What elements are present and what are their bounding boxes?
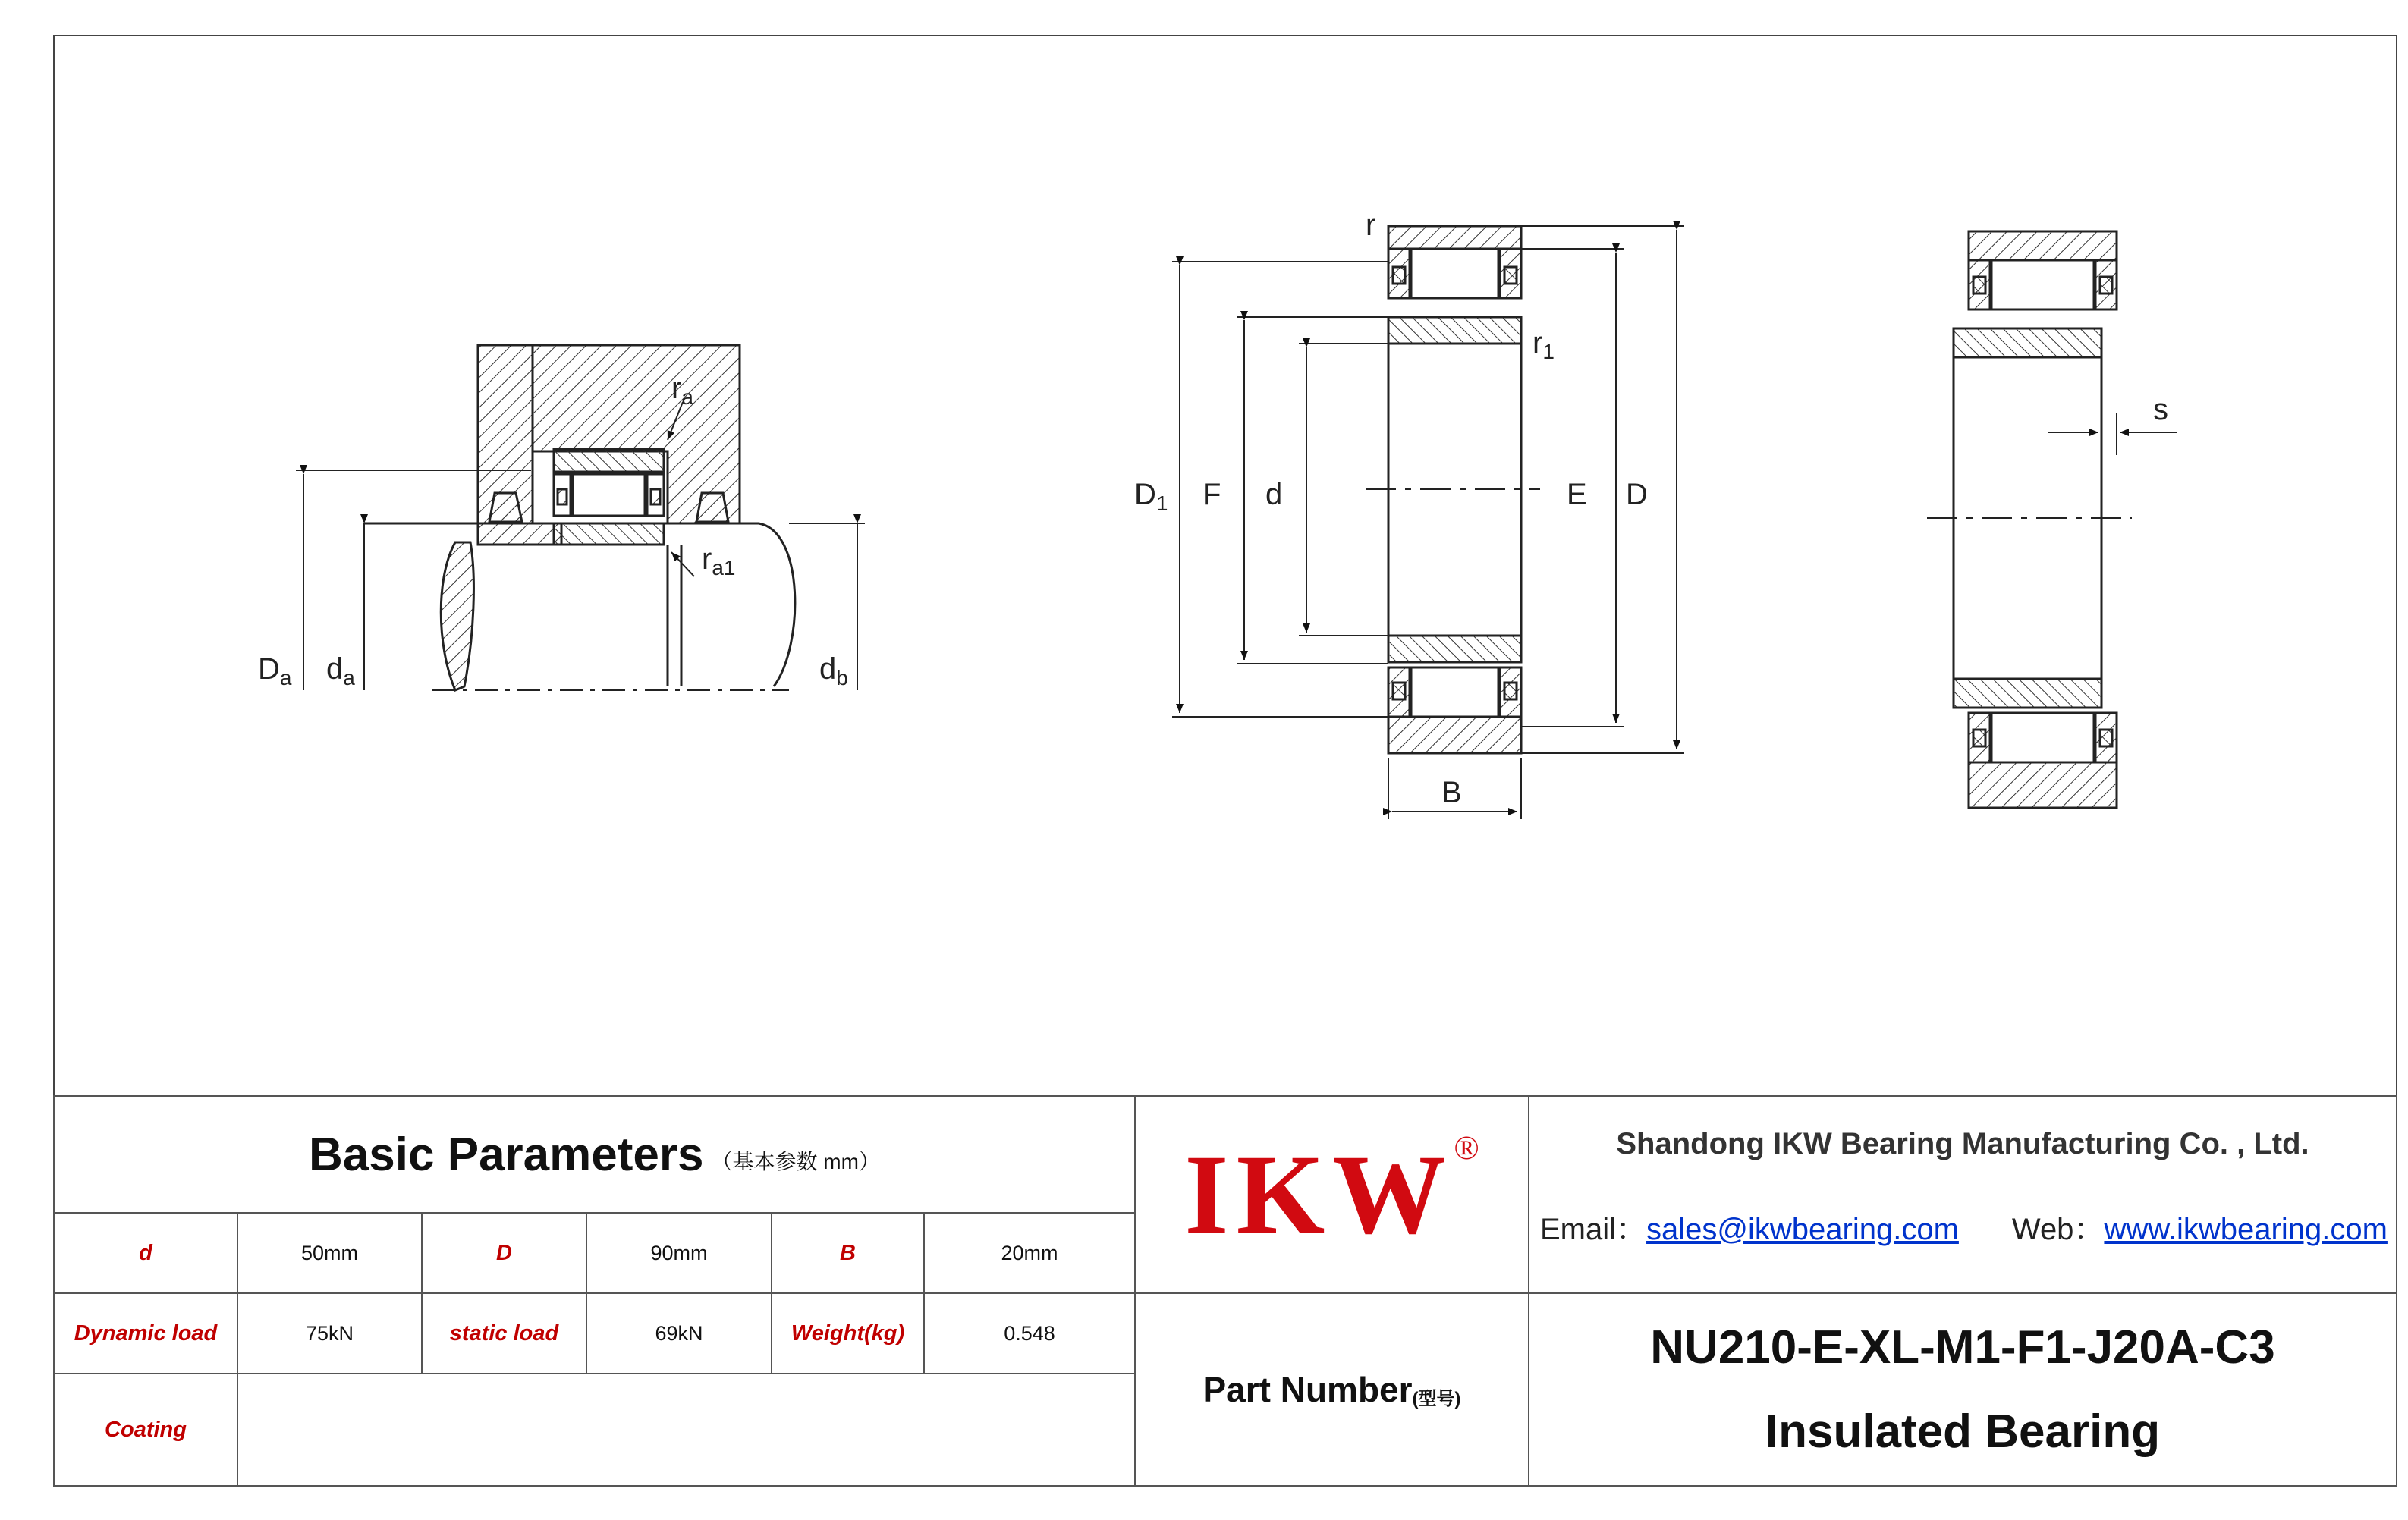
company-cell xyxy=(1528,1095,2397,1294)
email-link[interactable]: sales@ikwbearing.com xyxy=(1646,1213,1959,1246)
param-D-value: 90mm xyxy=(650,1241,708,1264)
param-coating-value-cell xyxy=(237,1373,1136,1487)
label-Da: $D_a$ xyxy=(258,652,292,689)
registered-mark: ® xyxy=(1454,1129,1479,1167)
param-dynamic-value-cell xyxy=(237,1292,423,1374)
ikw-logo: IKW xyxy=(1184,1132,1454,1258)
mounting-drawing xyxy=(296,345,865,690)
param-D-label: D xyxy=(496,1240,512,1265)
web-label: Web： xyxy=(2011,1213,2105,1246)
label-r: r xyxy=(1366,209,1376,242)
param-static-label-cell xyxy=(421,1292,587,1374)
param-d-value-cell xyxy=(237,1212,423,1294)
param-d-label: d xyxy=(139,1240,152,1265)
side-section-labels xyxy=(2153,393,2168,426)
label-r1: $r_1$ xyxy=(1533,326,1555,363)
label-D1: $D_1$ xyxy=(1134,478,1168,515)
email-label: Email： xyxy=(1540,1213,1647,1246)
label-ra: $r_a$ xyxy=(671,372,693,409)
label-ra1: $r_{a1}$ xyxy=(702,542,736,579)
label-d: d xyxy=(1265,478,1283,511)
label-s: s xyxy=(2153,393,2168,426)
param-d-value: 50mm xyxy=(300,1241,358,1264)
param-weight-label: Weight(kg) xyxy=(791,1321,905,1346)
website-link[interactable]: www.ikwbearing.com xyxy=(2104,1213,2388,1246)
param-weight-value-cell xyxy=(923,1292,1136,1374)
param-B-label: B xyxy=(840,1240,856,1265)
label-db: $d_b$ xyxy=(819,652,848,689)
part-number-label-cn: (型号) xyxy=(1412,1388,1461,1409)
param-coating-label: Coating xyxy=(105,1417,187,1442)
logo-cell xyxy=(1134,1095,1529,1294)
part-number: NU210-E-XL-M1-F1-J20A-C3 xyxy=(1650,1321,2275,1374)
label-B: B xyxy=(1441,776,1462,809)
param-B-value: 20mm xyxy=(1001,1241,1058,1264)
param-weight-label-cell xyxy=(771,1292,925,1374)
company-name: Shandong IKW Bearing Manufacturing Co. , Ltd. xyxy=(1616,1127,2309,1160)
param-dynamic-label-cell xyxy=(53,1292,238,1374)
label-da: $d_a$ xyxy=(326,652,355,689)
param-static-value: 69kN xyxy=(655,1321,703,1345)
param-static-value-cell xyxy=(586,1292,772,1374)
param-dynamic-label: Dynamic load xyxy=(74,1321,218,1346)
basic-parameters-header xyxy=(53,1095,1136,1214)
param-weight-value: 0.548 xyxy=(1004,1321,1055,1345)
part-number-label: Part Number xyxy=(1202,1370,1413,1409)
part-number-label-cell xyxy=(1134,1292,1529,1487)
title-block xyxy=(53,1095,2397,1487)
part-description: Insulated Bearing xyxy=(1765,1405,2161,1458)
label-D: D xyxy=(1626,478,1648,511)
contact-line xyxy=(1540,1205,2388,1248)
part-number-value-cell xyxy=(1528,1292,2397,1487)
label-E: E xyxy=(1567,478,1587,511)
param-D-label-cell xyxy=(421,1212,587,1294)
param-dynamic-value: 75kN xyxy=(305,1321,354,1345)
param-coating-label-cell xyxy=(53,1373,238,1487)
param-D-value-cell xyxy=(586,1212,772,1294)
param-d-label-cell xyxy=(53,1212,238,1294)
basic-parameters-subtitle: （基本参数 mm） xyxy=(711,1150,880,1173)
label-F: F xyxy=(1202,478,1221,511)
side-section-drawing xyxy=(1927,231,2177,808)
param-static-label: static load xyxy=(449,1321,559,1346)
param-B-label-cell xyxy=(771,1212,925,1294)
cross-section-drawing xyxy=(1172,226,1684,819)
param-B-value-cell xyxy=(923,1212,1136,1294)
basic-parameters-title: Basic Parameters xyxy=(309,1128,704,1181)
